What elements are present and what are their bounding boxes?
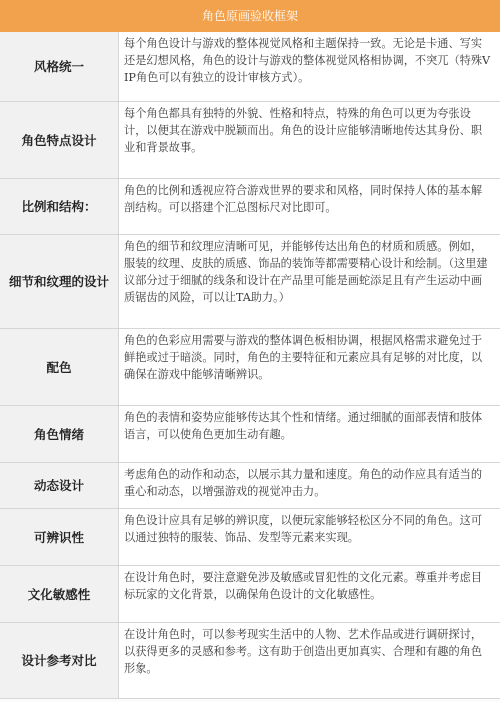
row-description: 角色的表情和姿势应能够传达其个性和情绪。通过细腻的面部表情和肢体语言，可以使角色更加生动有趣。 (119, 405, 500, 462)
table-row (0, 622, 500, 698)
table-row (0, 462, 500, 508)
row-description: 在设计角色时，可以参考现实生活中的人物、艺术作品或进行调研探讨，以获得更多的灵感和参考。这有助于创造出更加真实、合理和有趣的角色形象。 (119, 622, 500, 698)
row-description: 角色设计应具有足够的辨识度，以便玩家能够轻松区分不同的角色。这可以通过独特的服装、饰品、发型等元素来实现。 (119, 508, 500, 565)
row-label: 动态设计 (0, 462, 119, 508)
row-label: 风格统一 (0, 32, 119, 101)
row-description: 角色的色彩应用需要与游戏的整体调色板相协调，根据风格需求避免过于鲜艳或过于暗淡。同时，角色的主要特征和元素应具有足够的对比度，以确保在游戏中能够清晰辨识。 (119, 328, 500, 405)
table-title: 角色原画验收框架 (0, 0, 500, 32)
row-label: 文化敏感性 (0, 565, 119, 622)
row-label: 角色特点设计 (0, 101, 119, 178)
acceptance-table (0, 32, 500, 699)
table-row (0, 178, 500, 234)
row-description: 每个角色设计与游戏的整体视觉风格和主题保持一致。无论是卡通、写实还是幻想风格，角色的设计与游戏的整体视觉风格相协调，不突兀（特殊VIP角色可以有独立的设计审核方式）。 (119, 32, 500, 101)
row-description: 角色的比例和透视应符合游戏世界的要求和风格，同时保持人体的基本解剖结构。可以搭建个汇总图标尺对比即可。 (119, 178, 500, 234)
row-label: 可辨识性 (0, 508, 119, 565)
row-description: 在设计角色时，要注意避免涉及敏感或冒犯性的文化元素。尊重并考虑目标玩家的文化背景，以确保角色设计的文化敏感性。 (119, 565, 500, 622)
table-row (0, 508, 500, 565)
row-label: 配色 (0, 328, 119, 405)
row-label: 细节和纹理的设计 (0, 234, 119, 328)
row-description: 角色的细节和纹理应清晰可见，并能够传达出角色的材质和质感。例如，服装的纹理、皮肤的质感、饰品的装饰等都需要精心设计和绘制。（这里建议部分过于细腻的线条和设计在产品里可能是画蛇添足且有产生运动中画质锯齿的风险，可以让TA助力。） (119, 234, 500, 328)
row-label: 设计参考对比 (0, 622, 119, 698)
table-row (0, 32, 500, 101)
row-label: 角色情绪 (0, 405, 119, 462)
row-label: 比例和结构： (0, 178, 119, 234)
table-row (0, 565, 500, 622)
row-description: 考虑角色的动作和动态，以展示其力量和速度。角色的动作应具有适当的重心和动态，以增强游戏的视觉冲击力。 (119, 462, 500, 508)
table-row (0, 234, 500, 328)
table-row (0, 328, 500, 405)
table-row (0, 405, 500, 462)
table-row (0, 101, 500, 178)
row-description: 每个角色都具有独特的外貌、性格和特点，特殊的角色可以更为夸张设计，以便其在游戏中脱颖而出。角色的设计应能够清晰地传达其身份、职业和背景故事。 (119, 101, 500, 178)
